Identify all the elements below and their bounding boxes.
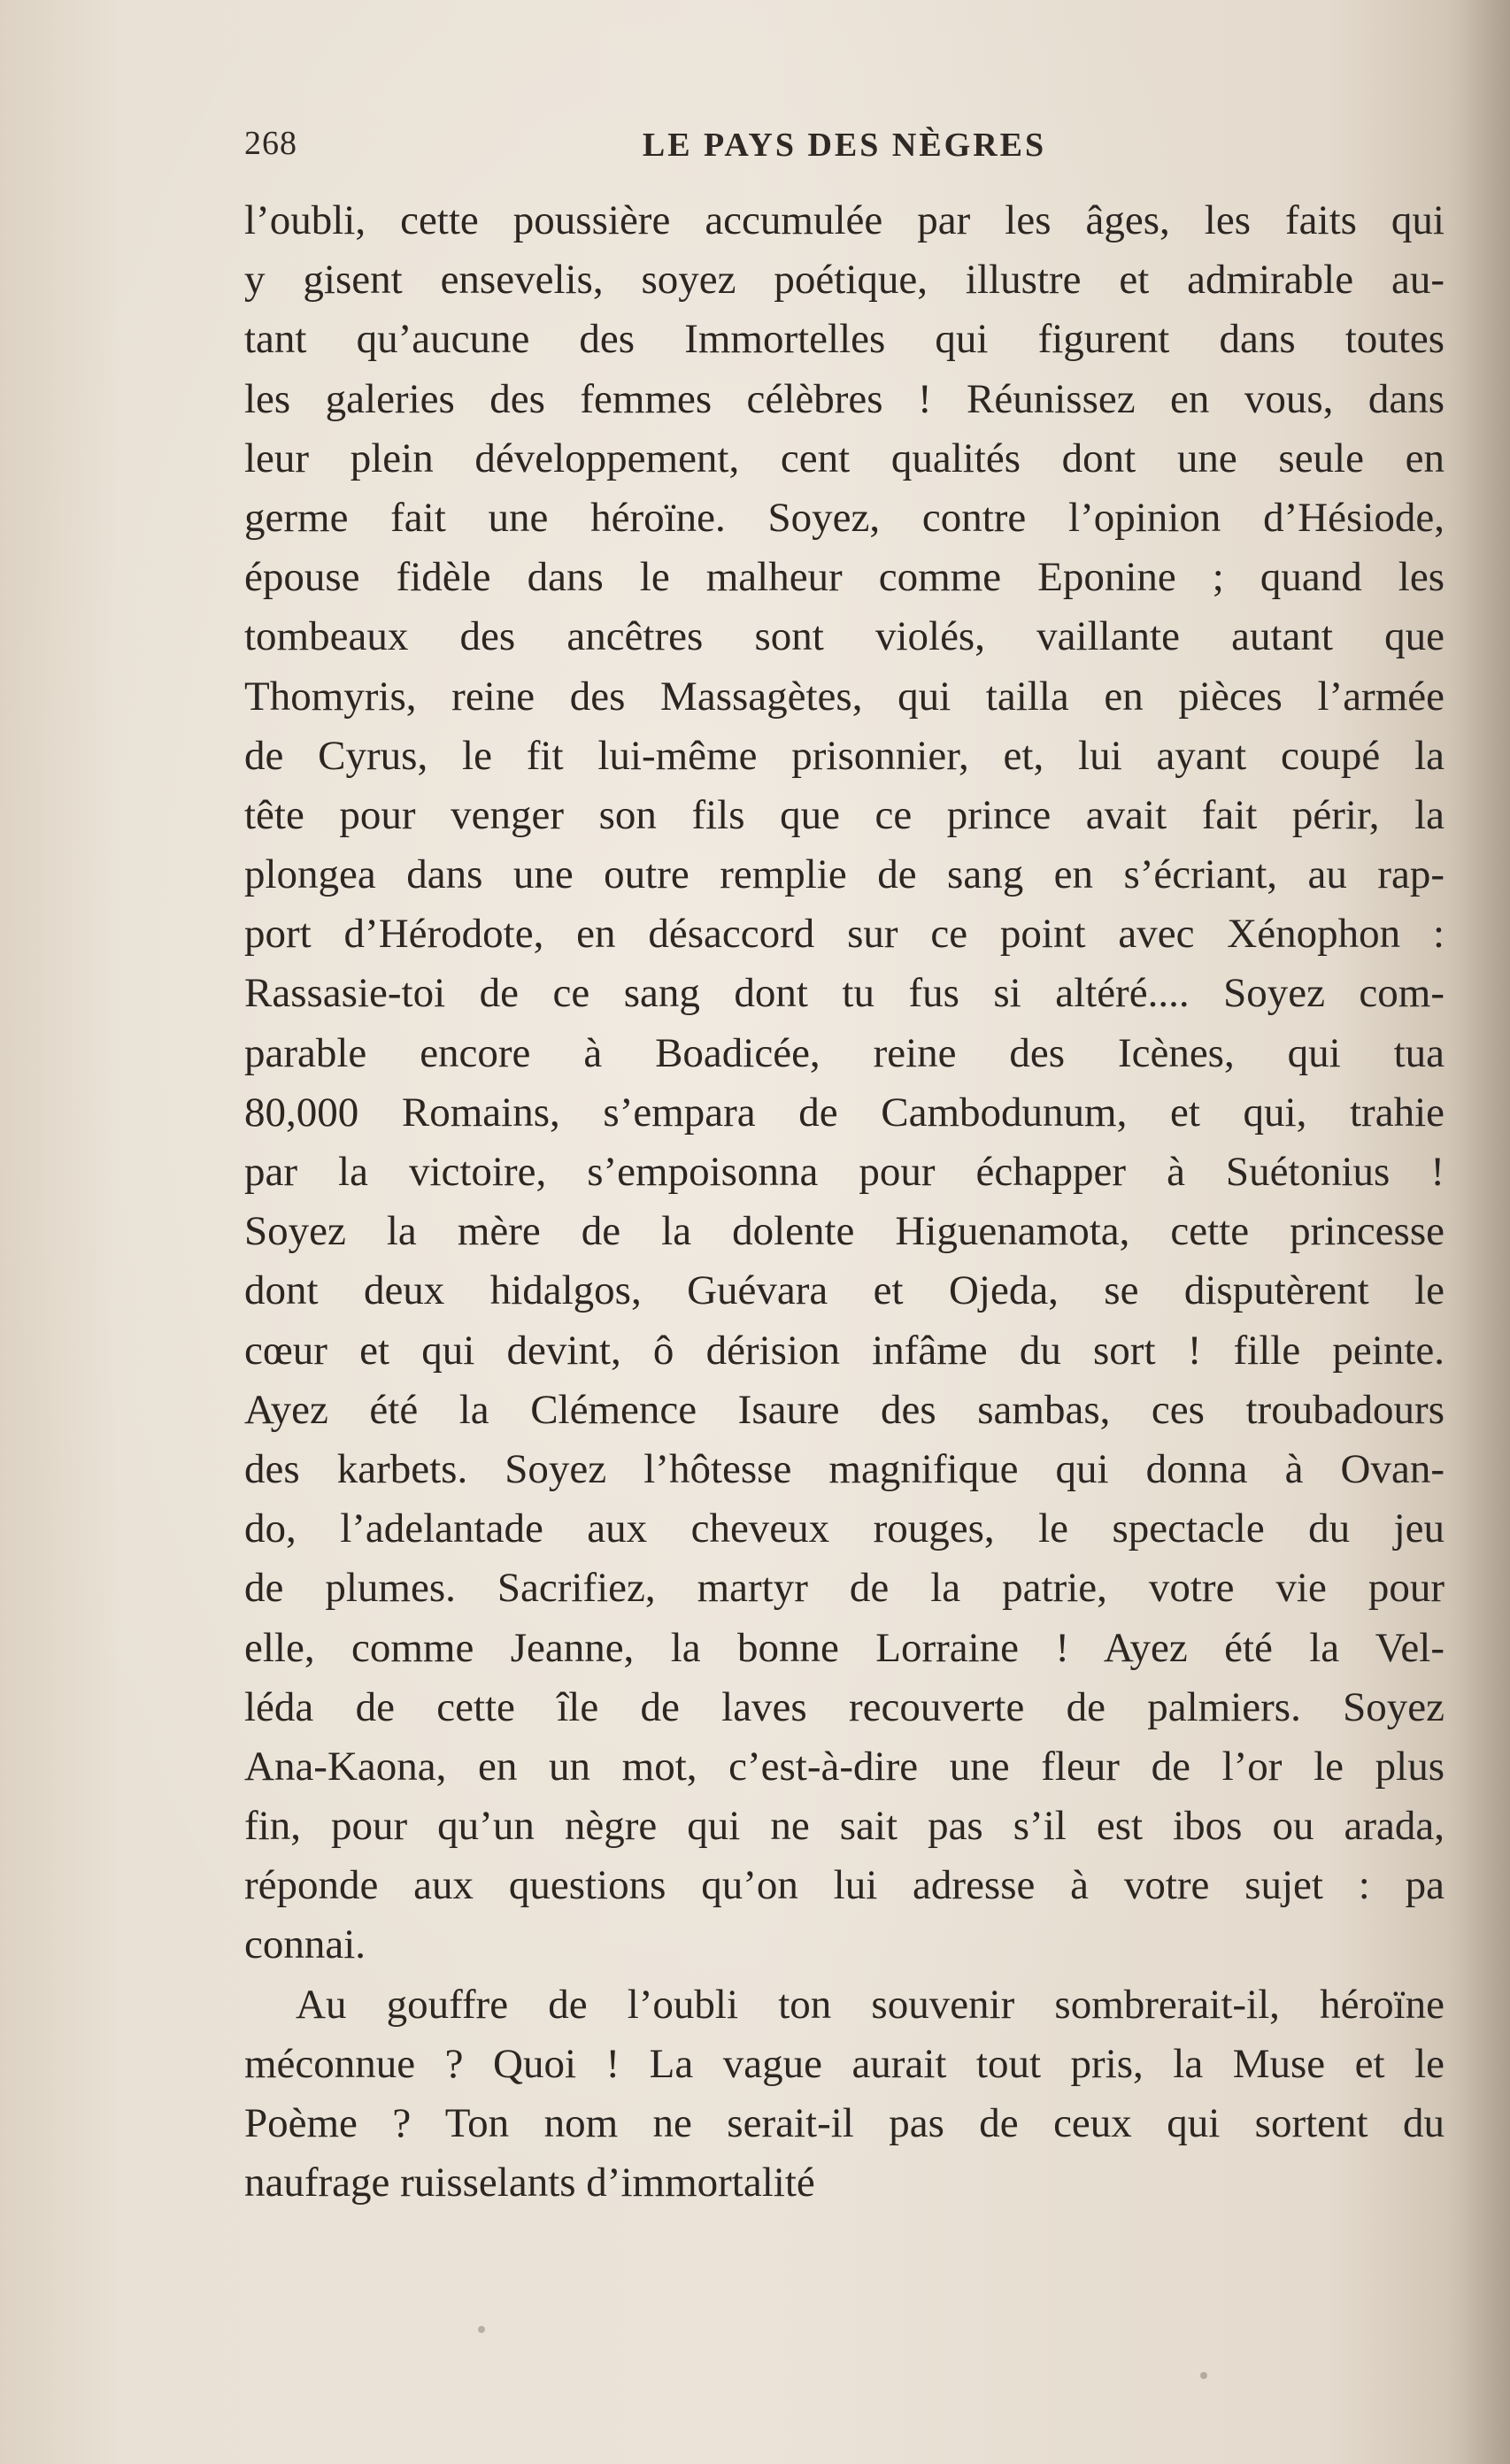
text-line: plongea dans une outre remplie de sang en s’écriant, au rap- [244,851,1445,898]
text-line: Soyez la mère de la dolente Higuenamota, cette princesse [244,1208,1445,1255]
text-line: elle, comme Jeanne, la bonne Lorraine ! Ayez été la Vel- [244,1624,1445,1671]
running-header [244,124,1445,177]
text-line: port d’Hérodote, en désaccord sur ce point avec Xénophon : [244,911,1445,958]
text-line: fin, pour qu’un nègre qui ne sait pas s’il est ibos ou arada, [244,1803,1445,1850]
text-line: y gisent ensevelis, soyez poétique, illustre et admirable au- [244,257,1445,304]
page-number: 268 [244,125,297,162]
text-line: Ana-Kaona, en un mot, c’est-à-dire une fleur de l’or le plus [244,1743,1445,1790]
text-line: des karbets. Soyez l’hôtesse magnifique qui donna à Ovan- [244,1445,1445,1492]
text-line: méconnue ? Quoi ! La vague aurait tout pris, la Muse et le [244,2040,1445,2087]
text-line: Ayez été la Clémence Isaure des sambas, ces troubadours [244,1386,1445,1433]
text-line: Rassasie-toi de ce sang dont tu fus si altéré.... Soyez com- [244,970,1445,1017]
text-line: Poème ? Ton nom ne serait-il pas de ceux qui sortent du [244,2100,1445,2146]
text-line: épouse fidèle dans le malheur comme Eponine ; quand les [244,554,1445,601]
running-title: LE PAYS DES NÈGRES [642,127,1047,164]
text-line: parable encore à Boadicée, reine des Icènes, qui tua [244,1029,1445,1076]
text-line: naufrage ruisselants d’immortalité [244,2160,815,2206]
paper-speck [1200,2372,1207,2379]
text-line: Thomyris, reine des Massagètes, qui tailla en pièces l’armée [244,673,1445,720]
text-line: dont deux hidalgos, Guévara et Ojeda, se disputèrent le [244,1267,1445,1314]
text-line: tête pour venger son fils que ce prince avait fait périr, la [244,791,1445,838]
text-line: germe fait une héroïne. Soyez, contre l’opinion d’Hésiode, [244,494,1445,541]
text-line: tant qu’aucune des Immortelles qui figurent dans toutes [244,316,1445,363]
text-line: léda de cette île de laves recouverte de palmiers. Soyez [244,1683,1445,1730]
text-line: connai. [244,1921,366,1968]
body-text [244,191,1445,2213]
text-line: réponde aux questions qu’on lui adresse à votre sujet : pa [244,1862,1445,1909]
text-line: cœur et qui devint, ô dérision infâme du sort ! fille peinte. [244,1327,1445,1374]
text-line: de Cyrus, le fit lui-même prisonnier, et, lui ayant coupé la [244,732,1445,779]
text-line: l’oubli, cette poussière accumulée par les âges, les faits qui [244,197,1445,243]
page-edge-shadow [1448,0,1510,2464]
text-line: les galeries des femmes célèbres ! Réunissez en vous, dans [244,375,1445,422]
paper-speck [478,2326,485,2333]
text-line: do, l’adelantade aux cheveux rouges, le spectacle du jeu [244,1505,1445,1552]
text-line: tombeaux des ancêtres sont violés, vaillante autant que [244,613,1445,660]
text-line: par la victoire, s’empoisonna pour échapper à Suétonius ! [244,1149,1445,1195]
text-line: de plumes. Sacrifiez, martyr de la patrie, votre vie pour [244,1565,1445,1612]
text-line: Au gouffre de l’oubli ton souvenir sombrerait-il, héroïne [296,1981,1445,2028]
text-line: 80,000 Romains, s’empara de Cambodunum, et qui, trahie [244,1089,1445,1136]
text-line: leur plein développement, cent qualités dont une seule en [244,435,1445,481]
